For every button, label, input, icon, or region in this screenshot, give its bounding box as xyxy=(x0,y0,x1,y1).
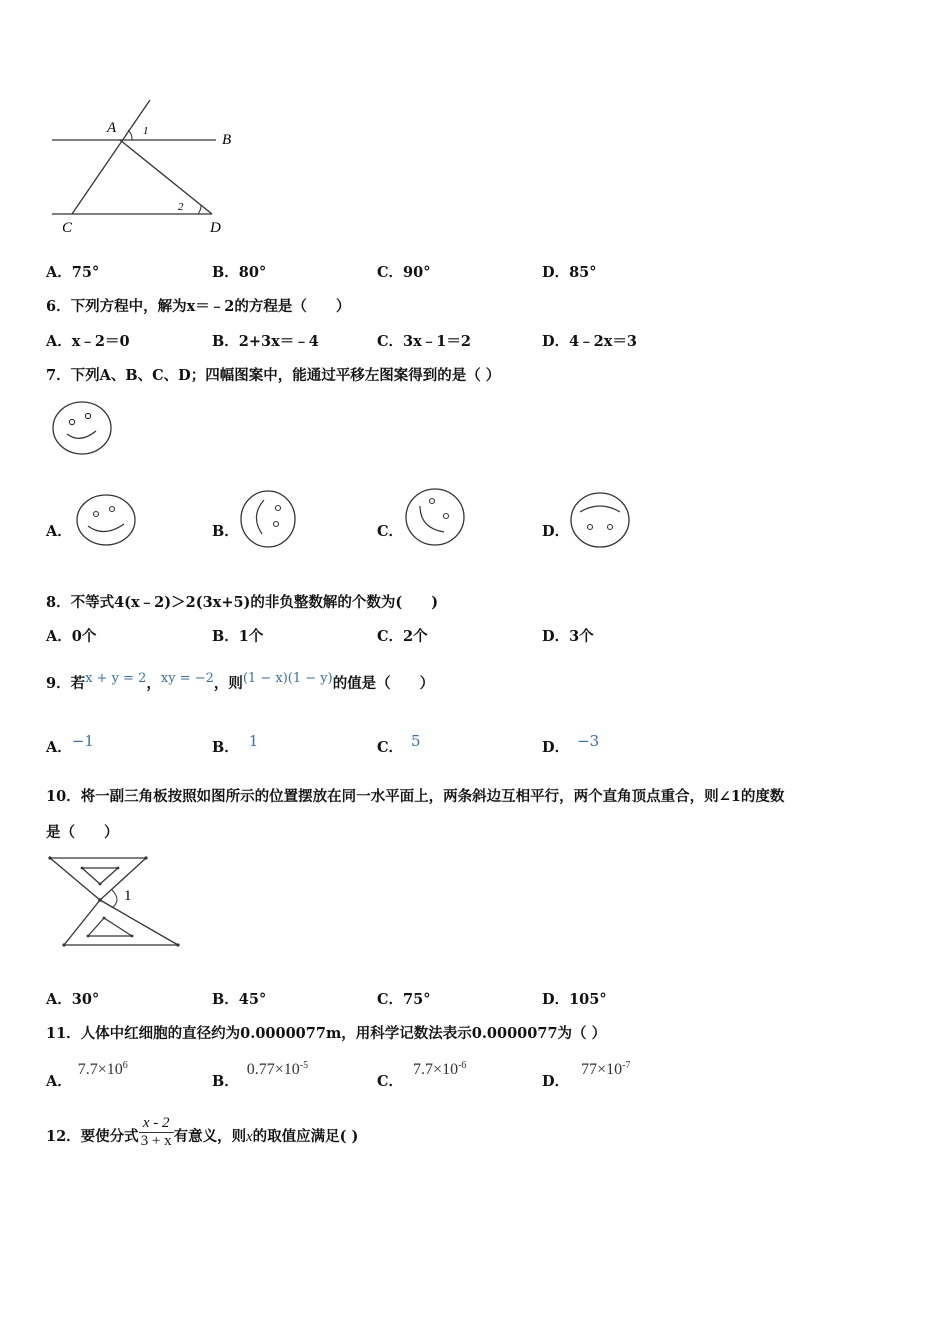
q6-option-a[interactable]: A．x﹣2＝0 xyxy=(46,333,130,350)
q10-option-c[interactable]: C．75° xyxy=(377,991,431,1008)
q5-label-d: D xyxy=(210,220,221,236)
q8-option-a[interactable]: A．0个 xyxy=(46,628,97,645)
q7-option-c-face[interactable] xyxy=(402,486,468,548)
q7-option-d-label[interactable]: D． xyxy=(542,523,570,540)
q5-label-a: A xyxy=(107,120,117,136)
q9-option-a[interactable]: A．−1 xyxy=(46,732,94,756)
q8-option-c[interactable]: C．2个 xyxy=(377,628,428,645)
q7-option-d-face[interactable] xyxy=(568,490,634,550)
q11-option-b[interactable]: B．$0.77\times 10^{-5}$ xyxy=(212,1060,309,1090)
q9-option-d[interactable]: D． −3 xyxy=(542,732,600,756)
q7-stem: 7．下列A、B、C、D；四幅图案中，能通过平移左图案得到的是（ ） xyxy=(46,367,501,384)
q5-label-c: C xyxy=(62,220,73,236)
q7-option-a-face[interactable] xyxy=(74,492,138,548)
q9-math-2: xy = −2 xyxy=(160,671,214,686)
q7-option-b-face[interactable] xyxy=(238,488,300,550)
q10-stem-line1: 10．将一副三角板按照如图所示的位置摆放在同一水平面上，两条斜边互相平行，两个直角顶点重合，则∠1的度数 xyxy=(46,788,785,805)
q6-option-c[interactable]: C．3x﹣1＝2 xyxy=(377,333,471,350)
q7-reference-face xyxy=(50,398,116,458)
q8-option-d[interactable]: D．3个 xyxy=(542,628,594,645)
q11-option-a[interactable]: A．$7.7\times 10^6$ xyxy=(46,1060,128,1090)
q10-figure xyxy=(44,850,184,950)
q5-option-b[interactable]: B．80° xyxy=(212,264,267,281)
q6-stem: 6．下列方程中，解为x＝﹣2的方程是（ ） xyxy=(46,298,351,315)
q7-option-c-label[interactable]: C． xyxy=(377,523,404,540)
q5-angle-1: 1 xyxy=(143,125,149,137)
q11-option-c[interactable]: C．$7.7\times 10^{-6}$ xyxy=(377,1060,467,1090)
q5-option-a[interactable]: A．75° xyxy=(46,264,100,281)
q11-option-d[interactable]: D．$77\times 10^{-7}$ xyxy=(542,1060,631,1090)
q10-option-d[interactable]: D．105° xyxy=(542,991,607,1008)
q5-option-c[interactable]: C．90° xyxy=(377,264,431,281)
q7-option-a-label[interactable]: A． xyxy=(46,523,72,540)
q9-stem: 9．若x + y = 2，xy = −2，则(1 − x)(1 − y)的值是（ ） xyxy=(46,671,435,692)
q6-option-d[interactable]: D．4﹣2x＝3 xyxy=(542,333,637,350)
q12-fraction: $\frac{x - 2}{3 + x}$ xyxy=(140,1115,172,1149)
q9-option-c[interactable]: C． 5 xyxy=(377,732,421,756)
q5-option-d[interactable]: D．85° xyxy=(542,264,597,281)
q9-math-1: x + y = 2 xyxy=(85,671,147,686)
q5-angle-2: 2 xyxy=(178,201,184,213)
q5-label-b: B xyxy=(222,132,232,148)
q6-option-b[interactable]: B．2+3x＝﹣4 xyxy=(212,333,319,350)
q10-angle-label: 1 xyxy=(124,888,132,904)
q10-option-a[interactable]: A．30° xyxy=(46,991,100,1008)
q5-figure xyxy=(44,96,244,236)
q9-option-b[interactable]: B． 1 xyxy=(212,732,259,756)
q10-option-b[interactable]: B．45° xyxy=(212,991,267,1008)
q8-stem: 8．不等式4(x﹣2)＞2(3x+5)的非负整数解的个数为( ) xyxy=(46,594,439,611)
q12-stem: 12．要使分式 $\frac{x - 2}{3 + x}$ 有意义，则x的取值应满足( ) xyxy=(46,1115,359,1149)
q7-option-b-label[interactable]: B． xyxy=(212,523,239,540)
q10-stem-line2: 是（ ） xyxy=(46,824,119,841)
q11-stem: 11．人体中红细胞的直径约为0.0000077m，用科学记数法表示0.0000077为（ ） xyxy=(46,1025,607,1042)
q9-math-3: (1 − x)(1 − y) xyxy=(242,671,333,686)
q8-option-b[interactable]: B．1个 xyxy=(212,628,264,645)
